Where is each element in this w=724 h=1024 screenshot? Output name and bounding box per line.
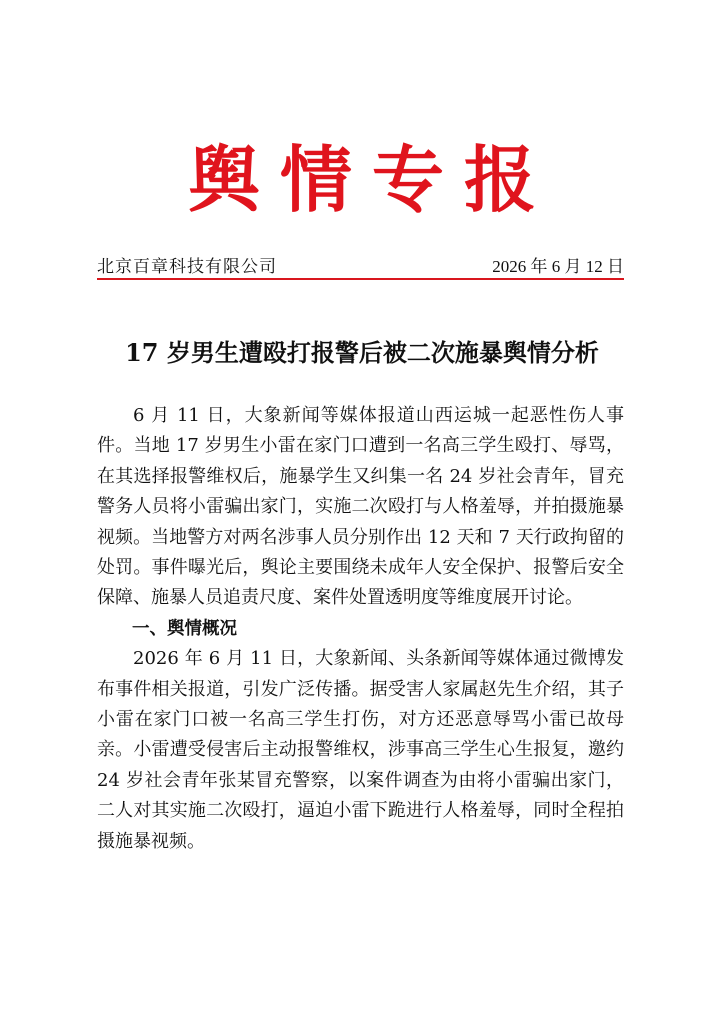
header-divider xyxy=(97,278,624,280)
document-body xyxy=(97,401,624,857)
intro-paragraph: 6 月 11 日，大象新闻等媒体报道山西运城一起恶性伤人事件。当地 17 岁男生小雷在家门口遭到一名高三学生殴打、辱骂，在其选择报警维权后，施暴学生又纠集一名 24 岁社会青年，冒充警务人员将小雷骗出家门，实施二次殴打与人格羞辱，并拍摄施暴视频。当地警方对两名涉事人员分别作出 12 天和 7 天行政拘留的处罚。事件曝光后，舆论主要围绕未成年人安全保护、报警后安全保障、施暴人员追责尺度、案件处置透明度等维度展开讨论。 xyxy=(97,405,624,609)
section-paragraph: 2026 年 6 月 11 日，大象新闻、头条新闻等媒体通过微博发布事件相关报道，引发广泛传播。据受害人家属赵先生介绍，其子小雷在家门口被一名高三学生打伤，对方还恶意辱骂小雷已故母亲。小雷遭受侵害后主动报警维权，涉事高三学生心生报复，邀约 24 岁社会青年张某冒充警察，以案件调查为由将小雷骗出家门，二人对其实施二次殴打，逼迫小雷下跪进行人格羞辱，同时全程拍摄施暴视频。 xyxy=(97,648,624,852)
masthead-title: 舆情专报 xyxy=(187,137,556,222)
organization-name: 北京百章科技有限公司 xyxy=(97,257,277,277)
document-title: 17 岁男生遭殴打报警后被二次施暴舆情分析 xyxy=(125,338,599,367)
issue-date: 2026 年 6 月 12 日 xyxy=(492,257,624,276)
header-line xyxy=(97,256,624,278)
section-heading: 一、舆情概况 xyxy=(132,618,237,639)
